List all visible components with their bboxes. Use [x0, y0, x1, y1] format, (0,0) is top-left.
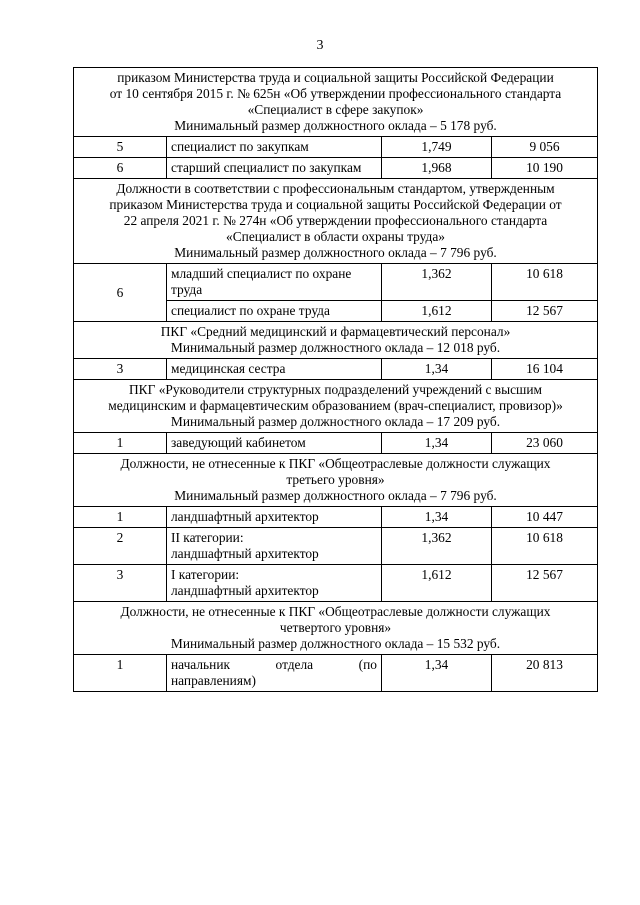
section-header: Должности, не отнесенные к ПКГ «Общеотраслевые должности служащих четвертого уровня» Минимальный размер должностного оклада – 15 532 руб.: [74, 602, 598, 655]
salary-cell: 23 060: [492, 433, 598, 454]
section-header-row: [74, 380, 598, 433]
section-header-row: [74, 602, 598, 655]
section-header: ПКГ «Руководители структурных подразделений учреждений с высшим медицинским и фармацевтическим образованием (врач-специалист, провизор)» Минимальный размер должностного оклада – 17 209 руб.: [74, 380, 598, 433]
coefficient-cell: 1,362: [382, 264, 492, 301]
table-row: [74, 528, 598, 565]
coefficient-cell: 1,34: [382, 507, 492, 528]
position-name-cell: специалист по закупкам: [167, 137, 382, 158]
table-row: [74, 655, 598, 692]
qual-level-cell: 6: [74, 158, 167, 179]
coefficient-cell: 1,34: [382, 359, 492, 380]
section-header-row: [74, 68, 598, 137]
min-salary-line: Минимальный размер должностного оклада – 7 796 руб.: [174, 488, 497, 503]
table-row: [74, 507, 598, 528]
salary-cell: 12 567: [492, 301, 598, 322]
position-name-cell: II категории: ландшафтный архитектор: [167, 528, 382, 565]
qual-level-cell: 3: [74, 359, 167, 380]
position-name-cell: начальник отдела (по направлениям): [167, 655, 382, 692]
salary-cell: 10 447: [492, 507, 598, 528]
table-row: [74, 433, 598, 454]
qual-level-cell: 1: [74, 507, 167, 528]
position-name-cell: заведующий кабинетом: [167, 433, 382, 454]
position-name-cell: медицинская сестра: [167, 359, 382, 380]
coefficient-cell: 1,968: [382, 158, 492, 179]
table-row: [74, 137, 598, 158]
section-header-row: [74, 322, 598, 359]
coefficient-cell: 1,749: [382, 137, 492, 158]
salary-table: [73, 67, 598, 692]
min-salary-line: Минимальный размер должностного оклада – 17 209 руб.: [170, 414, 501, 429]
salary-cell: 10 190: [492, 158, 598, 179]
qual-level-cell: 5: [74, 137, 167, 158]
salary-cell: 20 813: [492, 655, 598, 692]
qual-level-cell: 6: [74, 264, 167, 322]
table-row: [74, 264, 598, 301]
salary-cell: 16 104: [492, 359, 598, 380]
section-header: Должности в соответствии с профессиональным стандартом, утвержденным приказом Министерства труда и социальной защиты Российской Федерации от 22 апреля 2021 г. № 274н «Об утверждении профессионального стандарта «Специалист в области охраны труда» Минимальный размер должностного оклада – 7 796 руб.: [74, 179, 598, 264]
table-row: [74, 158, 598, 179]
qual-level-cell: 3: [74, 565, 167, 602]
position-name-cell: старший специалист по закупкам: [167, 158, 382, 179]
qual-level-cell: 2: [74, 528, 167, 565]
salary-cell: 9 056: [492, 137, 598, 158]
coefficient-cell: 1,612: [382, 565, 492, 602]
min-salary-line: Минимальный размер должностного оклада – 7 796 руб.: [174, 245, 497, 260]
section-header: ПКГ «Средний медицинский и фармацевтический персонал» Минимальный размер должностного оклада – 12 018 руб.: [74, 322, 598, 359]
coefficient-cell: 1,34: [382, 433, 492, 454]
salary-cell: 10 618: [492, 264, 598, 301]
min-salary-line: Минимальный размер должностного оклада – 12 018 руб.: [170, 340, 501, 355]
qual-level-cell: 1: [74, 433, 167, 454]
qual-level-cell: 1: [74, 655, 167, 692]
table-row: [74, 565, 598, 602]
salary-cell: 12 567: [492, 565, 598, 602]
page-number: 3: [316, 38, 324, 53]
section-header-row: [74, 454, 598, 507]
salary-cell: 10 618: [492, 528, 598, 565]
min-salary-line: Минимальный размер должностного оклада – 15 532 руб.: [170, 636, 501, 651]
coefficient-cell: 1,34: [382, 655, 492, 692]
position-name-cell: младший специалист по охране труда: [167, 264, 382, 301]
coefficient-cell: 1,362: [382, 528, 492, 565]
section-header-row: [74, 179, 598, 264]
section-header: приказом Министерства труда и социальной защиты Российской Федерации от 10 сентября 2015 г. № 625н «Об утверждении профессионального стандарта «Специалист в сфере закупок» Минимальный размер должностного оклада – 5 178 руб.: [74, 68, 598, 137]
coefficient-cell: 1,612: [382, 301, 492, 322]
min-salary-line: Минимальный размер должностного оклада – 5 178 руб.: [174, 118, 497, 133]
position-name-cell: специалист по охране труда: [167, 301, 382, 322]
table-row: [74, 359, 598, 380]
position-name-cell: ландшафтный архитектор: [167, 507, 382, 528]
section-header: Должности, не отнесенные к ПКГ «Общеотраслевые должности служащих третьего уровня» Минимальный размер должностного оклада – 7 796 руб.: [74, 454, 598, 507]
position-name-cell: I категории: ландшафтный архитектор: [167, 565, 382, 602]
